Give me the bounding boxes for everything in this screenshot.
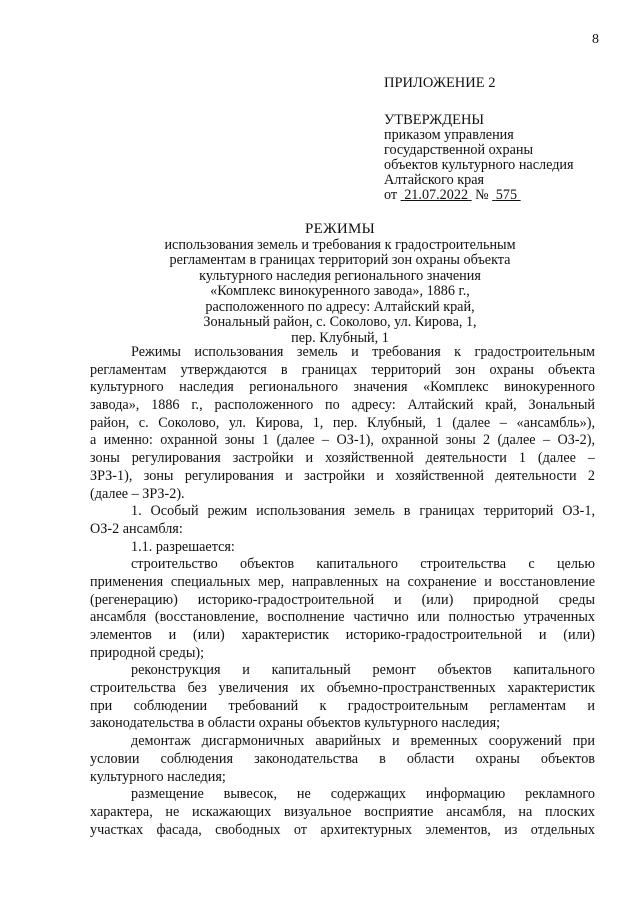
body-line: демонтаж дисгармоничных аварийных и временных сооружений при bbox=[131, 733, 595, 750]
body-line: элементов и (или) характеристик историко-градостроительной и (или) bbox=[90, 627, 595, 643]
order-number-sign: № bbox=[475, 187, 489, 203]
approval-line: Алтайского края bbox=[384, 172, 485, 188]
appendix-label: ПРИЛОЖЕНИЕ 2 bbox=[384, 75, 496, 91]
order-date: 21.07.2022 bbox=[404, 187, 469, 203]
order-prefix: от bbox=[384, 187, 398, 203]
document-title: РЕЖИМЫ bbox=[305, 221, 375, 237]
body-line: завода», 1886 г., расположенного по адресу: Алтайский край, Зональный bbox=[90, 397, 595, 414]
body-line: применения специальных мер, направленных на сохранение и восстановление bbox=[90, 573, 595, 590]
body-line: размещение вывесок, не содержащих информацию рекламного bbox=[131, 786, 595, 803]
order-number: 575 bbox=[495, 187, 518, 203]
subtitle-line: регламентам в границах территорий зон охраны объекта bbox=[169, 252, 511, 268]
document-heading bbox=[0, 222, 640, 346]
body-line: ОЗ-2 ансамбля: bbox=[90, 520, 183, 537]
approval-line: приказом управления bbox=[384, 127, 514, 143]
order-line bbox=[384, 188, 574, 203]
body-line: Режимы использования земель и требования к градостроительным bbox=[131, 344, 595, 360]
body-line: законодательства в области охраны объектов культурного наследия; bbox=[90, 715, 501, 732]
body-line: строительства без увеличения их объемно-пространственных характеристик bbox=[90, 680, 595, 697]
subtitle-line: использования земель и требования к градостроительным bbox=[164, 236, 516, 253]
approval-block bbox=[384, 76, 574, 203]
body-line: участках фасада, свободных от архитектурных элементов, из отдельных bbox=[90, 821, 595, 838]
subtitle-line: расположенного по адресу: Алтайский край, bbox=[205, 298, 475, 315]
subtitle-line: Зональный район, с. Соколово, ул. Кирова, 1, bbox=[203, 314, 477, 330]
body-line: природной среды); bbox=[90, 644, 205, 661]
approved-label: УТВЕРЖДЕНЫ bbox=[384, 112, 485, 128]
body-line: условии соблюдения законодательства в области охраны объектов bbox=[90, 750, 595, 767]
body-line: 1. Особый режим использования земель в границах территорий ОЗ-1, bbox=[131, 503, 595, 520]
body-line: зоны регулирования застройки и хозяйственной деятельности 1 (далее – bbox=[90, 450, 595, 467]
approval-line: государственной охраны bbox=[384, 142, 534, 158]
body-line: культурного наследия регионального значения «Комплекс винокуренного bbox=[90, 379, 595, 396]
body-line: 1.1. разрешается: bbox=[131, 538, 235, 555]
body-line: при соблюдении требований к градостроительным регламентам и bbox=[90, 697, 595, 714]
body-line: (регенерацию) историко-градостроительной и (или) природной среды bbox=[90, 591, 595, 608]
subtitle-line: «Комплекс винокуренного завода», 1886 г., bbox=[210, 283, 470, 299]
body-line: ЗРЗ-1), зоны регулирования и застройки и хозяйственной деятельности 2 bbox=[90, 467, 595, 484]
body-line: культурного наследия; bbox=[90, 768, 226, 785]
body-line: реконструкция и капитальный ремонт объектов капитального bbox=[131, 662, 595, 679]
approval-line: объектов культурного наследия bbox=[384, 157, 574, 173]
body-line: а именно: охранной зоны 1 (далее – ОЗ-1), охранной зоны 2 (далее – ОЗ-2), bbox=[90, 432, 595, 449]
document-body bbox=[90, 344, 595, 839]
body-line: характера, не искажающих визуальное восприятие ансамбля, на плоских bbox=[90, 803, 595, 820]
body-line: (далее – ЗРЗ-2). bbox=[90, 485, 185, 502]
subtitle-line: культурного наследия регионального значения bbox=[199, 267, 481, 284]
body-line: ансамбля (восстановление, восполнение частично или полностью утраченных bbox=[90, 609, 595, 626]
body-line: район, с. Соколово, ул. Кирова, 1, пер. Клубный, 1 (далее – «ансамбль»), bbox=[90, 414, 595, 431]
body-line: строительство объектов капитального строительства с целью bbox=[131, 556, 595, 573]
subtitle-line: пер. Клубный, 1 bbox=[291, 329, 389, 346]
body-line: регламентам утверждаются в границах территорий зон охраны объекта bbox=[90, 361, 595, 378]
page-number: 8 bbox=[592, 32, 599, 47]
